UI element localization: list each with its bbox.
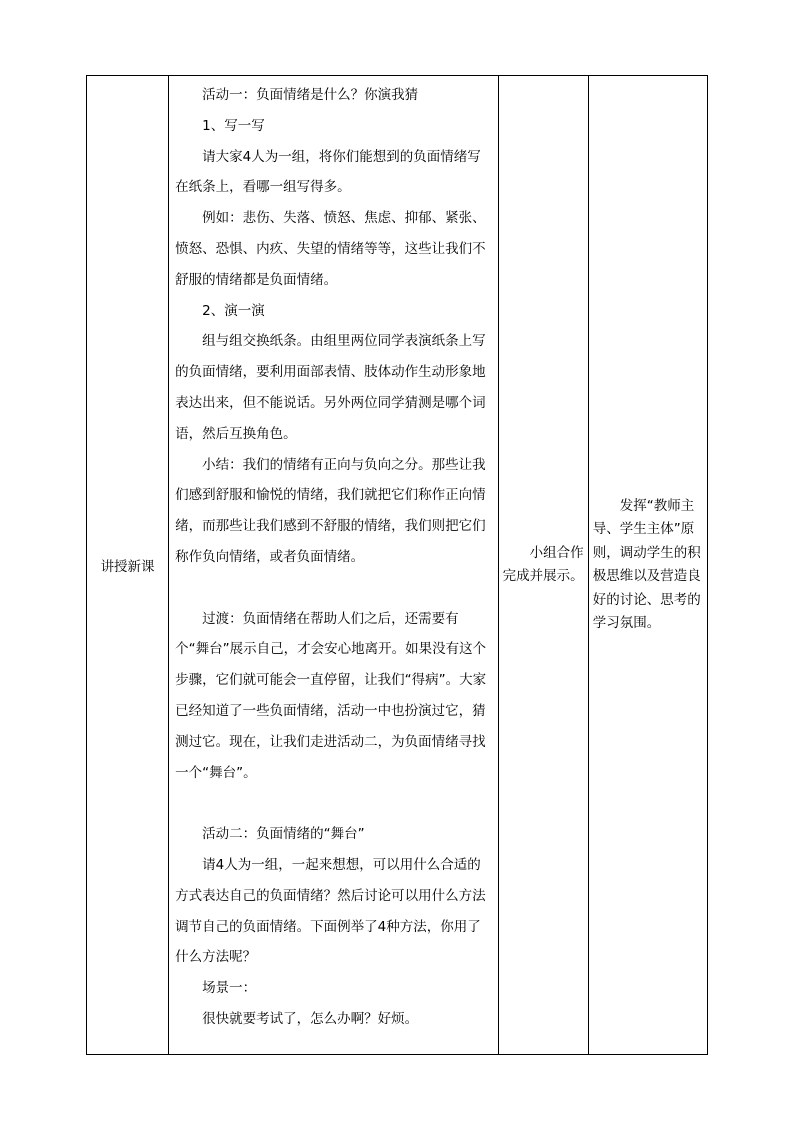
transition-paragraph: 过渡：负面情绪在帮助人们之后，还需要有个“舞台”展示自己，才会安心地离开。如果没有这个步骤，它们就可能会一直停留，让我们“得病”。大家已经知道了一些负面情绪，活动一中也扮演过它，猜测过它。现在，让我们走进活动二，为负面情绪寻找一个“舞台”。 <box>175 610 487 781</box>
table-row <box>87 76 708 1055</box>
blank-line <box>175 788 490 819</box>
step-write-heading: 1、写一写 <box>202 117 265 134</box>
design-intent-cell <box>588 76 707 1055</box>
scene-one-heading: 场景一： <box>202 980 257 997</box>
design-intent-text: 发挥“教师主导、学生主体”原则，调动学生的积极思维以及营造良好的讨论、思考的学习氛围。 <box>592 497 701 631</box>
step-act-heading: 2、演一演 <box>202 302 265 319</box>
activity-two-title: 活动二：负面情绪的“舞台” <box>202 826 365 843</box>
paragraph: 组与组交换纸条。由组里两位同学表演纸条上写的负面情绪，要利用面部表情、肢体动作生动形象地表达出来，但不能说话。另外两位同学猜测是哪个词语，然后互换角色。 <box>175 333 486 442</box>
student-activity-cell <box>498 76 588 1055</box>
paragraph: 例如：悲伤、失落、愤怒、焦虑、抑郁、紧张、愤怒、恐惧、内疚、失望的情绪等等，这些让我们不舒服的情绪都是负面情绪。 <box>175 210 486 288</box>
paragraph: 请4人为一组，一起来想想，可以用什么合适的方式表达自己的负面情绪？然后讨论可以用什么方法调节自己的负面情绪。下面例举了4种方法，你用了什么方法呢？ <box>175 856 486 966</box>
teaching-content-cell <box>169 76 499 1055</box>
paragraph: 很快就要考试了，怎么办啊？好烦。 <box>202 1010 419 1027</box>
summary-paragraph: 小结：我们的情绪有正向与负向之分。那些让我们感到舒服和愉悦的情绪，我们就把它们称作正向情绪，而那些让我们感到不舒服的情绪，我们则把它们称作负向情绪，或者负面情绪。 <box>175 456 486 565</box>
blank-line <box>175 573 490 604</box>
student-activity-text: 小组合作完成并展示。 <box>502 544 584 584</box>
lesson-plan-table <box>86 75 708 1055</box>
stage-cell: 讲授新课 <box>87 76 169 1055</box>
activity-one-title: 活动一：负面情绪是什么？你演我猜 <box>202 87 419 103</box>
paragraph: 请大家4人为一组，将你们能想到的负面情绪写在纸条上，看哪一组写得多。 <box>175 148 481 196</box>
